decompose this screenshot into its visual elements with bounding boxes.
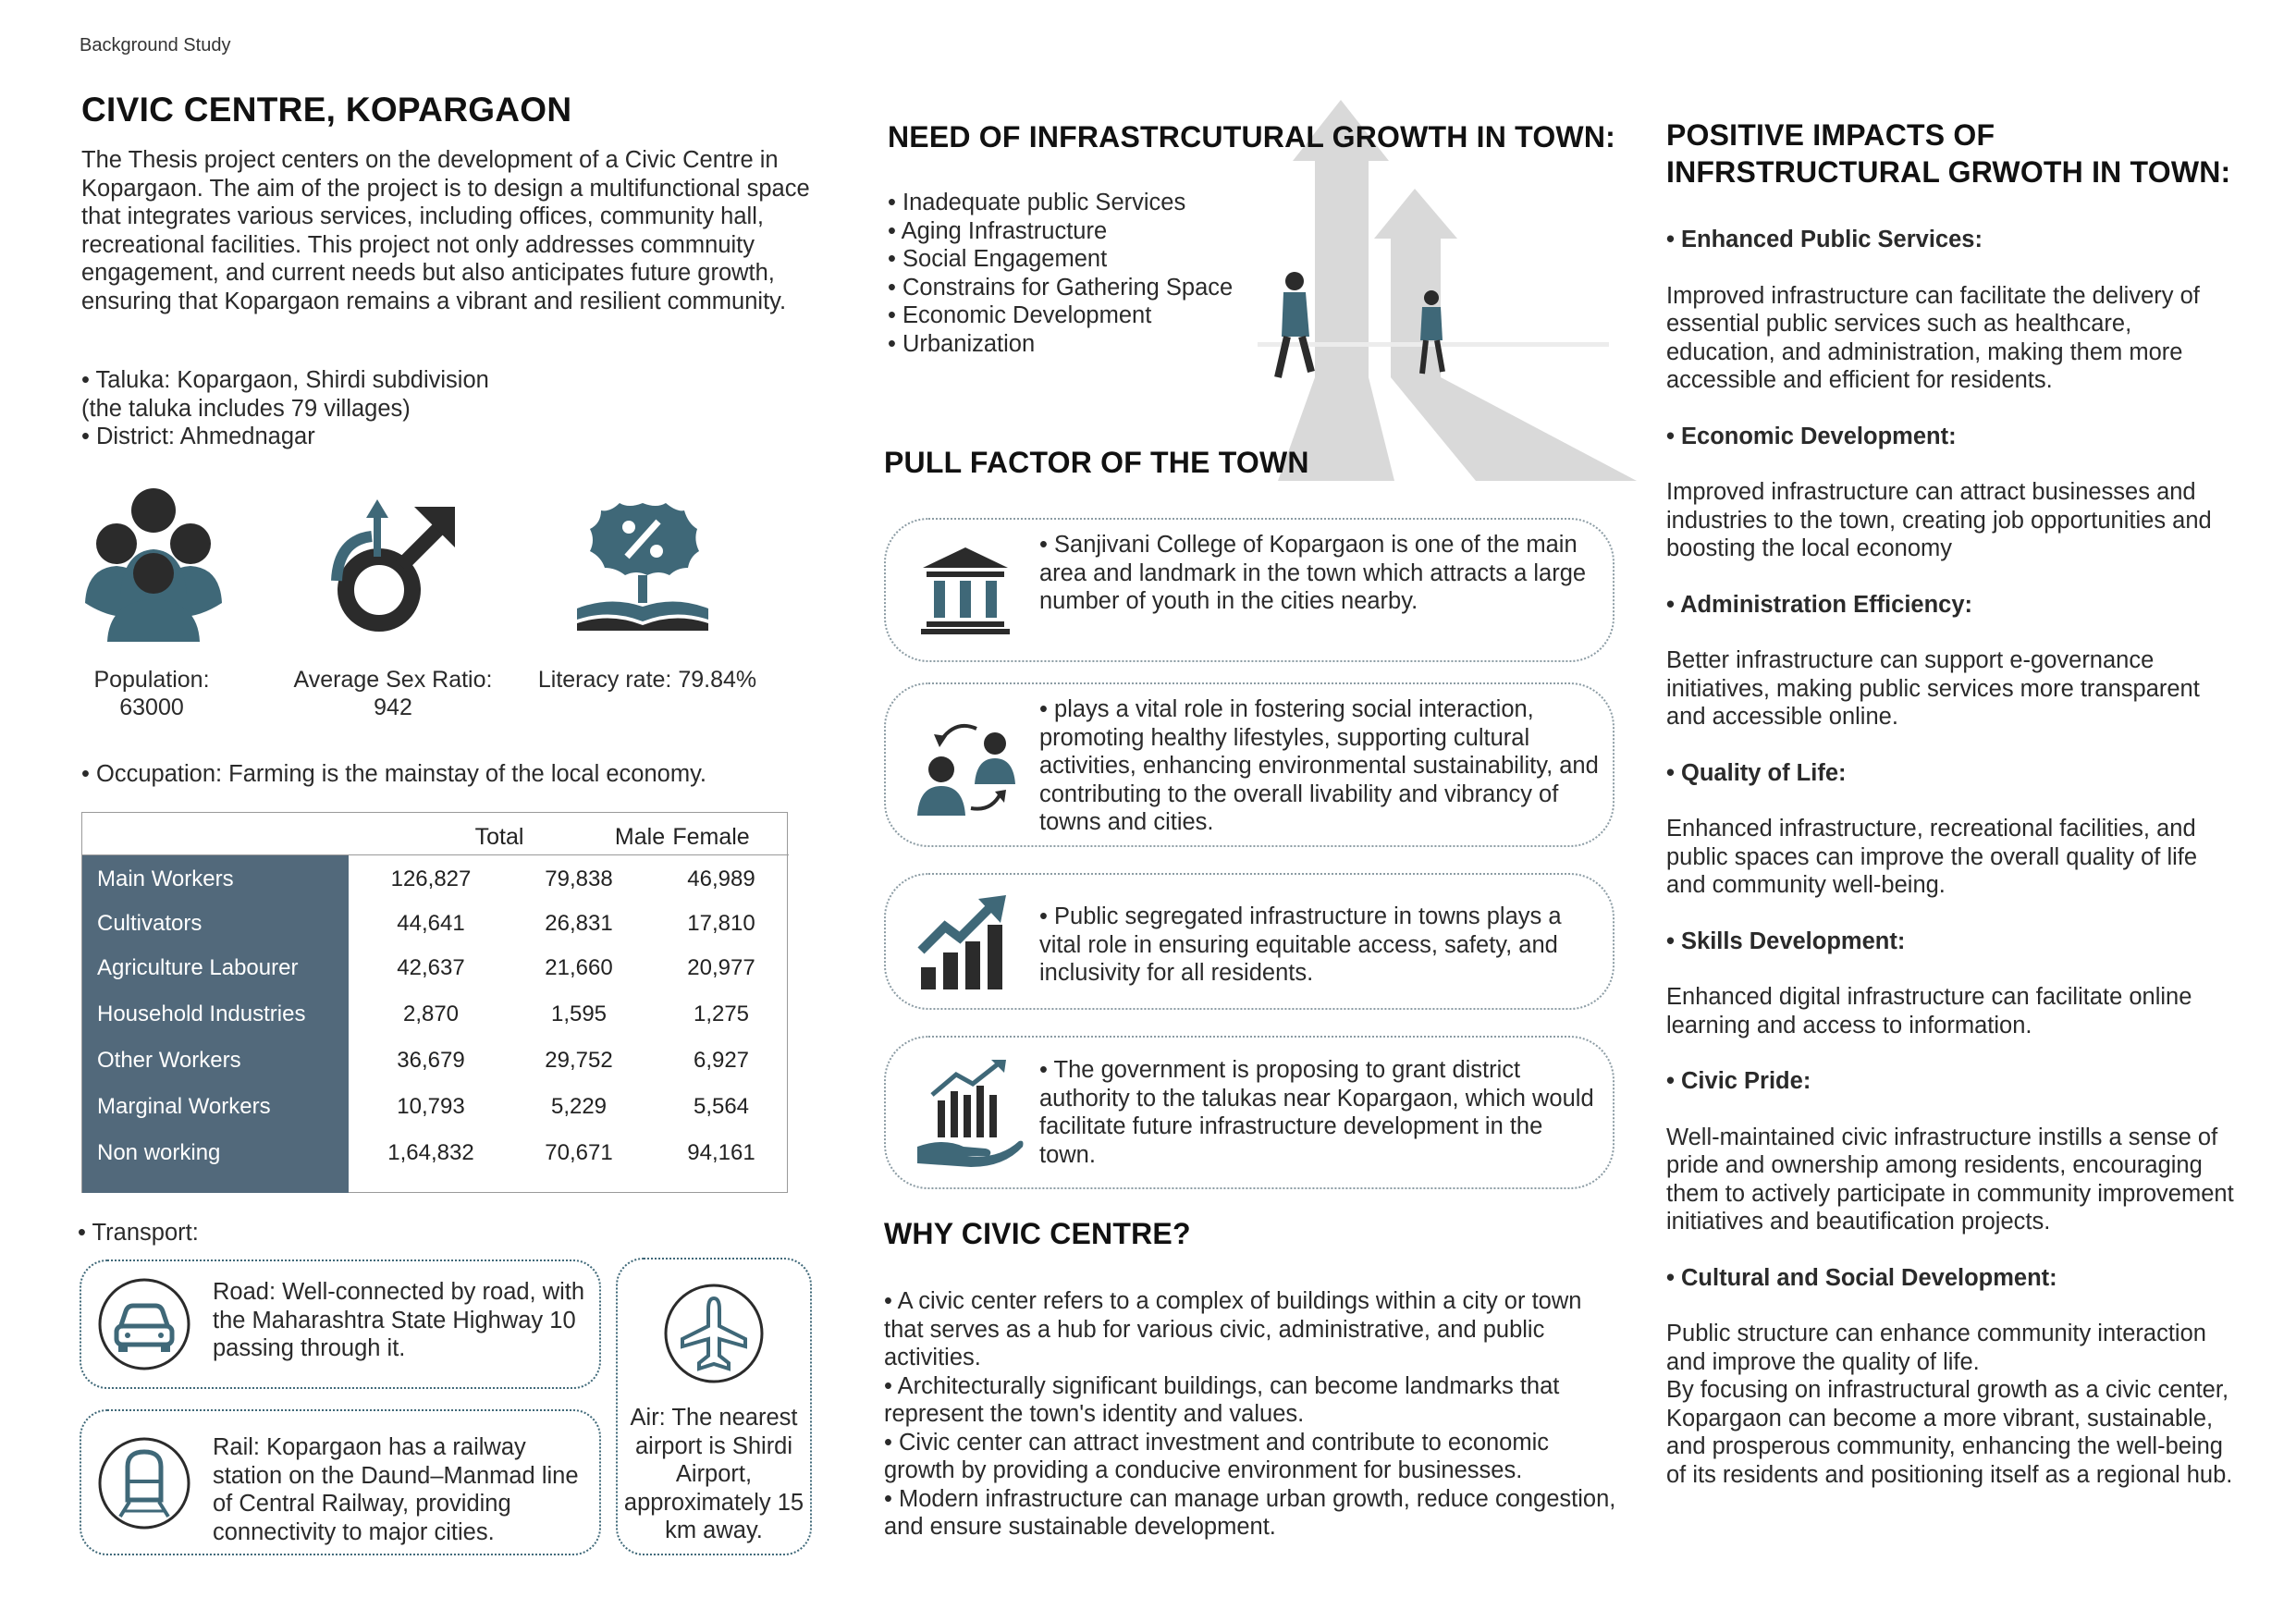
sex-ratio-label: Average Sex Ratio: <box>293 667 493 693</box>
impact-heading: • Administration Efficiency: <box>1666 591 1973 618</box>
sex-ratio-stat <box>277 666 509 721</box>
pull-factor-card <box>884 1036 1615 1189</box>
gender-ratio-icon <box>329 499 459 638</box>
list-item: • Urbanization <box>888 330 1036 357</box>
page-label: Background Study <box>80 35 231 55</box>
road-transport-card <box>80 1260 601 1389</box>
cell-female: 6,927 <box>693 1048 750 1073</box>
cell-total: 2,870 <box>402 1001 460 1026</box>
list-item: • Civic center can attract investment and contribute to economic growth by providing a conducive environment for businesses. <box>884 1429 1550 1483</box>
impact-text: Improved infrastructure can attract businesses and industries to the town, creating job opportunities and boosting the local economy <box>1666 479 2212 561</box>
taluka-villages-line: (the taluka includes 79 villages) <box>81 395 411 422</box>
header-male: Male <box>614 824 666 850</box>
pull-factor-text: • plays a vital role in fostering social interaction, promoting healthy lifestyles, supporting cultural activities, enhancing environmental sustainability, and contributing to the overall livability and vibrancy of towns and cities. <box>1039 696 1599 835</box>
pull-factor-card <box>884 873 1615 1010</box>
table-row <box>82 992 789 1037</box>
header-female: Female <box>672 824 750 850</box>
cell-male: 70,671 <box>545 1140 613 1165</box>
pull-factor-text: • Sanjivani College of Kopargaon is one of the main area and landmark in the town which attracts a large number of youth in the cities nearby. <box>1039 532 1587 614</box>
list-item: • A civic center refers to a complex of buildings within a city or town that serves as a hub for various civic, administrative, and public activities. <box>884 1288 1582 1370</box>
investment-hand-icon <box>915 1058 1026 1169</box>
why-civic-centre-list <box>884 1287 1624 1542</box>
impacts-list <box>1666 226 2240 1489</box>
positive-impacts-title <box>1666 117 2258 190</box>
location-info <box>81 366 821 451</box>
air-transport-card <box>616 1258 812 1555</box>
closing-text: By focusing on infrastructural growth as a civic center, Kopargaon can become a more vibrant, sustainable, and prosperous community, enhancing the well-being of its residents and positioning itself as a regional hub. <box>1666 1377 2233 1488</box>
cell-male: 1,595 <box>550 1001 608 1026</box>
row-label: Other Workers <box>97 1048 241 1073</box>
taluka-line: • Taluka: Kopargaon, Shirdi subdivision <box>81 367 489 393</box>
air-text: Air: The nearest airport is Shirdi Airport, approximately 15 km away. <box>623 1405 804 1543</box>
table-header <box>82 813 789 855</box>
cell-total: 10,793 <box>397 1094 465 1119</box>
literacy-stat: Literacy rate: 79.84% <box>537 667 757 693</box>
cell-total: 1,64,832 <box>387 1140 474 1165</box>
list-item: • Social Engagement <box>888 246 1108 272</box>
pull-factor-title: PULL FACTOR OF THE TOWN <box>884 446 1309 479</box>
cell-female: 5,564 <box>693 1094 750 1119</box>
row-label: Main Workers <box>97 866 234 891</box>
pull-factor-card <box>884 682 1615 847</box>
cell-male: 5,229 <box>550 1094 608 1119</box>
cell-total: 42,637 <box>397 955 465 980</box>
road-text: Road: Well-connected by road, with the Maharashtra State Highway 10 passing through it. <box>213 1279 585 1361</box>
row-label: Household Industries <box>97 1001 306 1026</box>
table-row <box>82 902 789 946</box>
literacy-icon <box>573 499 712 638</box>
need-list <box>888 189 1406 358</box>
cell-male: 79,838 <box>545 866 613 891</box>
title-line: INFRSTRUCTURAL GRWOTH IN TOWN: <box>1666 155 2231 189</box>
cell-female: 1,275 <box>693 1001 750 1026</box>
transport-label: • Transport: <box>78 1220 199 1246</box>
population-label: Population: <box>93 667 210 693</box>
cell-female: 94,161 <box>687 1140 755 1165</box>
impact-text: Improved infrastructure can facilitate the delivery of essential public services such as healthcare, education, and administration, making them more accessible and efficient for residents. <box>1666 282 2200 393</box>
district-line: • District: Ahmednagar <box>81 424 315 449</box>
list-item: • Architecturally significant buildings, can become landmarks that represent the town's identity and values. <box>884 1372 1560 1427</box>
car-icon <box>96 1276 192 1372</box>
cell-male: 21,660 <box>545 955 613 980</box>
intro-paragraph: The Thesis project centers on the development of a Civic Centre in Kopargaon. The aim of the project is to design a multifunctional space that integrates various services, including offices, community hall, recreational facilities. This project not only addresses commnuity engagement, and current needs but also anticipates future growth, ensuring that Kopargaon remains a vibrant and resilient community. <box>81 147 810 314</box>
pull-factor-text: • The government is proposing to grant district authority to the talukas near Kopargaon, which would facilitate future infrastructure development in the town. <box>1039 1057 1594 1168</box>
list-item: • Modern infrastructure can manage urban growth, reduce congestion, and ensure sustainable development. <box>884 1485 1616 1540</box>
impact-heading: • Civic Pride: <box>1666 1068 1811 1094</box>
table-row <box>82 946 789 990</box>
row-label: Cultivators <box>97 911 203 936</box>
train-icon <box>96 1435 192 1531</box>
sex-ratio-value: 942 <box>374 694 412 720</box>
need-title: NEED OF INFRASTRCUTURAL GROWTH IN TOWN: <box>888 120 1616 154</box>
pull-factor-text: • Public segregated infrastructure in towns plays a vital role in ensuring equitable access, safety, and inclusivity for all residents. <box>1039 903 1562 986</box>
list-item: • Aging Infrastructure <box>888 217 1108 244</box>
table-row <box>82 1038 789 1083</box>
impact-text: Well-maintained civic infrastructure instills a sense of pride and ownership among residents, encouraging them to actively participate in community improvement initiatives and beautification projects. <box>1666 1124 2234 1235</box>
table-row <box>82 857 789 902</box>
population-icon <box>80 485 227 644</box>
airplane-icon <box>662 1282 766 1385</box>
impact-text: Enhanced infrastructure, recreational facilities, and public spaces can improve the overall quality of life and community well-being. <box>1666 816 2198 898</box>
row-label: Marginal Workers <box>97 1094 271 1119</box>
cell-female: 17,810 <box>687 911 755 936</box>
impact-text: Public structure can enhance community interaction and improve the quality of life. <box>1666 1321 2206 1375</box>
growth-chart-icon <box>917 893 1010 995</box>
occupation-line: • Occupation: Farming is the mainstay of the local economy. <box>81 761 707 787</box>
page-title: CIVIC CENTRE, KOPARGAON <box>81 91 572 129</box>
impact-heading: • Cultural and Social Development: <box>1666 1264 2057 1291</box>
rail-transport-card <box>80 1409 601 1555</box>
list-item: • Constrains for Gathering Space <box>888 274 1234 301</box>
table-row <box>82 1085 789 1129</box>
why-civic-centre-title: WHY CIVIC CENTRE? <box>884 1217 1191 1250</box>
community-interaction-icon <box>915 716 1017 817</box>
cell-male: 26,831 <box>545 911 613 936</box>
impact-text: Better infrastructure can support e-governance initiatives, making public services more transparent and accessible online. <box>1666 647 2200 730</box>
population-stat <box>59 666 244 721</box>
list-item: • Economic Development <box>888 302 1152 328</box>
row-label: Non working <box>97 1140 221 1165</box>
impact-heading: • Skills Development: <box>1666 928 1906 954</box>
cell-total: 36,679 <box>397 1048 465 1073</box>
population-value: 63000 <box>119 694 184 720</box>
table-row <box>82 1131 789 1175</box>
cell-total: 126,827 <box>390 866 472 891</box>
rail-text: Rail: Kopargaon has a railway station on the Daund–Manmad line of Central Railway, providing connectivity to major cities. <box>213 1434 579 1545</box>
impact-heading: • Enhanced Public Services: <box>1666 227 1983 252</box>
impact-heading: • Quality of Life: <box>1666 759 1847 786</box>
impact-text: Enhanced digital infrastructure can facilitate online learning and access to information. <box>1666 984 2192 1038</box>
list-item: • Inadequate public Services <box>888 190 1186 215</box>
impact-heading: • Economic Development: <box>1666 423 1957 449</box>
cell-female: 20,977 <box>687 955 755 980</box>
cell-total: 44,641 <box>397 911 465 936</box>
header-total: Total <box>474 824 524 850</box>
workers-table <box>81 812 788 1193</box>
institution-icon <box>919 544 1012 636</box>
cell-female: 46,989 <box>687 866 755 891</box>
pull-factor-card <box>884 518 1615 662</box>
title-line: POSITIVE IMPACTS OF <box>1666 118 1995 152</box>
cell-male: 29,752 <box>545 1048 613 1073</box>
row-label: Agriculture Labourer <box>97 955 299 980</box>
